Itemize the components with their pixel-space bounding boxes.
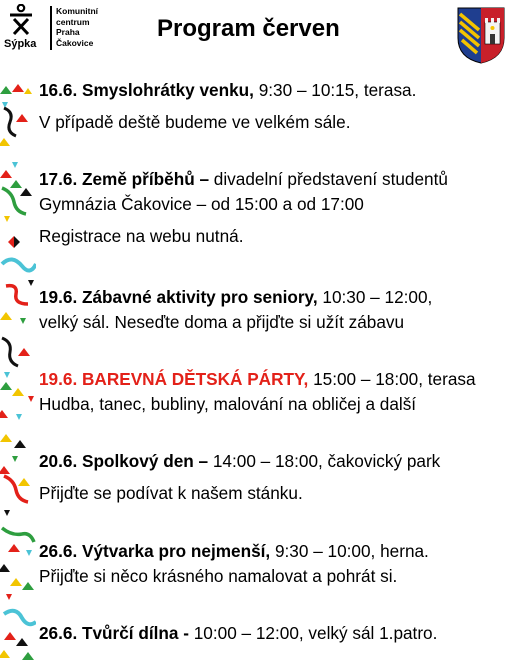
coat-of-arms-icon	[456, 6, 506, 64]
event-item	[39, 78, 416, 135]
event-item	[39, 285, 432, 335]
event-item	[39, 621, 437, 646]
event-note: Hudba, tanec, bubliny, malování na obličej a další	[39, 394, 417, 414]
event-line	[39, 449, 440, 474]
page-title: Program červen	[157, 15, 340, 42]
logo-text-line: Praha	[56, 27, 80, 37]
event-note: velký sál. Neseďte doma a přijďte si užít zábavu	[39, 312, 405, 332]
event-date-name: 26.6. Výtvarka pro nejmenší,	[39, 541, 271, 561]
event-details: 9:30 – 10:00, herna.	[270, 541, 429, 561]
logo-text-line: centrum	[56, 16, 90, 27]
event-date-name: 16.6. Smyslohrátky venku,	[39, 80, 254, 100]
event-date-name: 19.6. Zábavné aktivity pro seniory,	[39, 287, 318, 307]
event-item	[39, 449, 440, 506]
event-details: 9:30 – 10:15, terasa.	[253, 80, 417, 100]
event-note: Registrace na webu nutná.	[39, 226, 244, 246]
logo-sypka	[4, 4, 114, 52]
decorative-border	[0, 66, 36, 663]
event-note: V případě deště budeme ve velkém sále.	[39, 112, 351, 132]
logo-mark	[4, 4, 38, 50]
event-line	[39, 285, 432, 310]
event-note: Přijďte se podívat k našem stánku.	[39, 483, 303, 503]
event-line	[39, 78, 416, 103]
event-item	[39, 367, 476, 417]
event-line	[39, 167, 448, 192]
event-line	[39, 539, 429, 564]
event-date-name: 17.6. Země příběhů –	[39, 169, 210, 189]
event-details: 10:00 – 12:00, velký sál 1.patro.	[188, 623, 438, 643]
event-note: Gymnázia Čakovice – od 15:00 a od 17:00	[39, 194, 364, 214]
logo-divider	[50, 6, 52, 50]
event-date-name: 26.6. Tvůrčí dílna -	[39, 623, 189, 643]
event-details: 14:00 – 18:00, čakovický park	[208, 451, 441, 471]
event-line	[39, 367, 476, 392]
event-details: 10:30 – 12:00,	[317, 287, 433, 307]
event-item	[39, 539, 429, 589]
logo-name: Sýpka	[4, 38, 37, 50]
event-date-name: 20.6. Spolkový den –	[39, 451, 209, 471]
event-item	[39, 167, 448, 249]
event-note: Přijďte si něco krásného namalovat a pohrát si.	[39, 566, 398, 586]
logo-text-line: Čakovice	[56, 37, 94, 48]
event-details: 15:00 – 18:00, terasa	[308, 369, 476, 389]
logo-text-line: Komunitní	[56, 6, 99, 16]
decorative-shapes	[0, 84, 36, 660]
logo-figure-icon	[8, 4, 34, 36]
event-date-name: 19.6. BAREVNÁ DĚTSKÁ PÁRTY,	[39, 369, 309, 389]
event-details: divadelní představení studentů	[209, 169, 448, 189]
logo-text	[56, 6, 98, 48]
event-line	[39, 621, 437, 646]
